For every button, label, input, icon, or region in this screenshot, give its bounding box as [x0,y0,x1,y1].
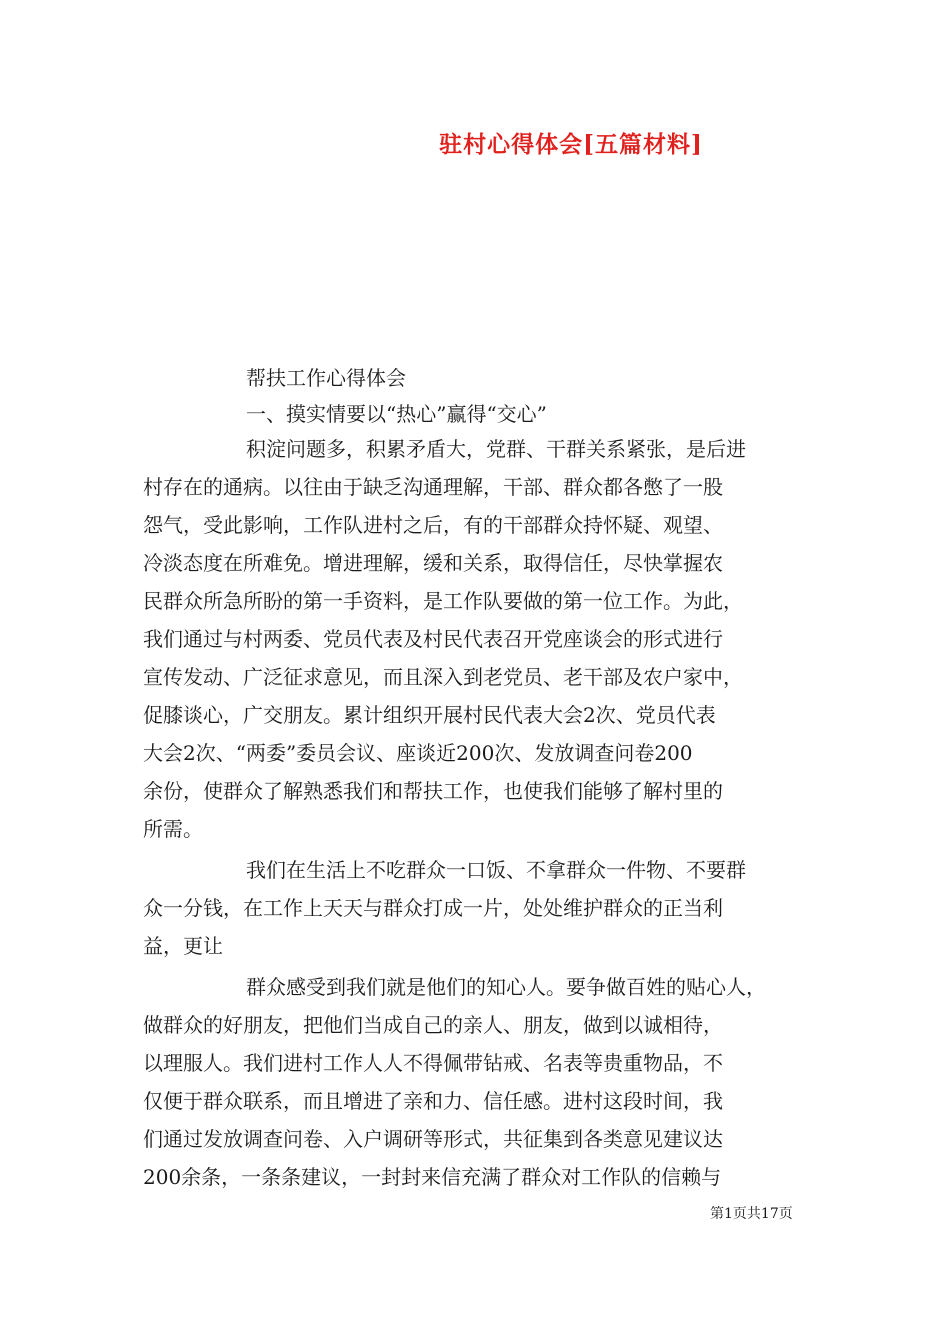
paragraph-line: 众一分钱，在工作上天天与群众打成一片，处处维护群众的正当利 [143,896,723,920]
paragraph-line: 余份，使群众了解熟悉我们和帮扶工作，也使我们能够了解村里的 [143,779,723,803]
paragraph-line: 们通过发放调查问卷、入户调研等形式，共征集到各类意见建议达 [143,1127,723,1151]
paragraph-line: 民群众所急所盼的第一手资料，是工作队要做的第一位工作。为此， [143,589,743,613]
paragraph-line: 益，更让 [143,934,223,958]
paragraph-line: 宣传发动、广泛征求意见，而且深入到老党员、老干部及农户家中， [143,665,743,689]
paragraph-line: 200余条，一条条建议，一封封来信充满了群众对工作队的信赖与 [143,1165,722,1189]
section-title: 帮扶工作心得体会 [246,366,406,390]
paragraph-line: 促膝谈心，广交朋友。累计组织开展村民代表大会2次、党员代表 [143,703,716,727]
paragraph-line: 积淀问题多，积累矛盾大，党群、干群关系紧张，是后进 [246,437,746,461]
document-title: 驻村心得体会[五篇材料] [439,131,703,158]
paragraph-line: 怨气，受此影响，工作队进村之后，有的干部群众持怀疑、观望、 [143,513,723,537]
paragraph-line: 村存在的通病。以往由于缺乏沟通理解，干部、群众都各憋了一股 [143,475,723,499]
page-number-footer: 第1页共17页 [710,1206,793,1222]
paragraph-line: 仅便于群众联系，而且增进了亲和力、信任感。进村这段时间，我 [143,1089,723,1113]
paragraph-line: 冷淡态度在所难免。增进理解，缓和关系，取得信任，尽快掌握农 [143,551,723,575]
paragraph-line: 群众感受到我们就是他们的知心人。要争做百姓的贴心人， [246,975,766,999]
subheading: 一、摸实情要以“热心”赢得“交心” [246,402,547,426]
paragraph-line: 做群众的好朋友，把他们当成自己的亲人、朋友，做到以诚相待， [143,1013,723,1037]
paragraph-line: 所需。 [143,817,203,841]
paragraph-line: 大会2次、“两委”委员会议、座谈近200次、发放调查问卷200 [143,741,693,765]
paragraph-line: 我们通过与村两委、党员代表及村民代表召开党座谈会的形式进行 [143,627,723,651]
paragraph-line: 以理服人。我们进村工作人人不得佩带钻戒、名表等贵重物品，不 [143,1051,723,1075]
paragraph-line: 我们在生活上不吃群众一口饭、不拿群众一件物、不要群 [246,858,746,882]
